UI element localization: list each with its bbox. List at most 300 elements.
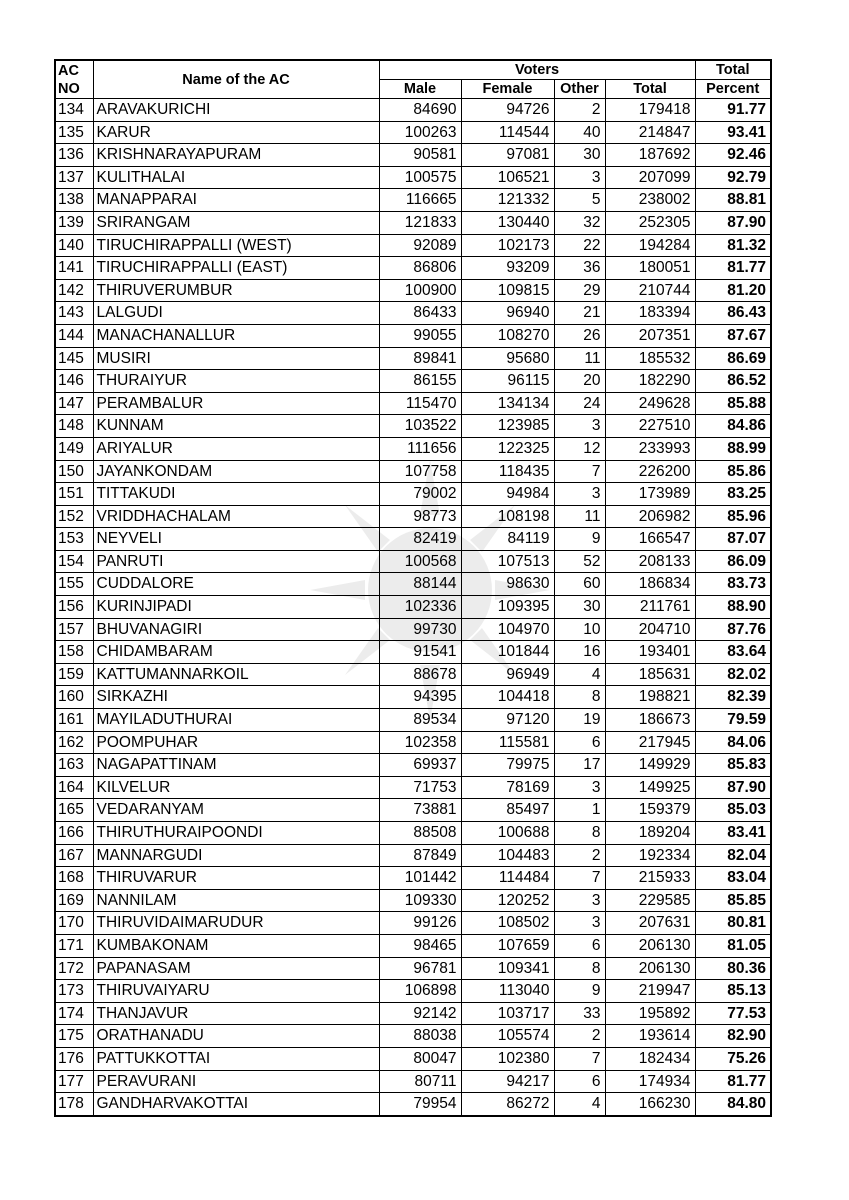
female-voters-cell: 115581 (461, 731, 554, 754)
total-percent-cell: 83.64 (695, 641, 771, 664)
total-percent-cell: 86.69 (695, 347, 771, 370)
ac-name-cell: NEYVELI (93, 528, 379, 551)
total-percent-cell: 88.90 (695, 596, 771, 619)
table-row (55, 279, 771, 302)
female-voters-cell: 93209 (461, 257, 554, 280)
male-voters-cell: 86155 (379, 370, 461, 393)
total-percent-cell: 82.90 (695, 1025, 771, 1048)
total-voters-cell: 193614 (605, 1025, 695, 1048)
other-voters-cell: 12 (554, 437, 605, 460)
table-row (55, 867, 771, 890)
total-percent-cell: 80.81 (695, 912, 771, 935)
total-percent-cell: 92.79 (695, 166, 771, 189)
table-row (55, 686, 771, 709)
male-voters-cell: 80047 (379, 1047, 461, 1070)
ac-no-cell: 148 (55, 415, 93, 438)
table-row (55, 1025, 771, 1048)
total-percent-cell: 85.86 (695, 460, 771, 483)
ac-no-header-top: AC (58, 62, 79, 79)
ac-name-cell: THANJAVUR (93, 1002, 379, 1025)
female-voters-cell: 109815 (461, 279, 554, 302)
total-percent-cell: 81.77 (695, 1070, 771, 1093)
male-voters-cell: 98773 (379, 505, 461, 528)
ac-no-cell: 146 (55, 370, 93, 393)
ac-no-cell: 153 (55, 528, 93, 551)
male-voters-cell: 102358 (379, 731, 461, 754)
total-voters-cell: 183394 (605, 302, 695, 325)
total-voters-cell: 186834 (605, 573, 695, 596)
ac-no-cell: 171 (55, 934, 93, 957)
table-row (55, 370, 771, 393)
ac-no-cell: 154 (55, 550, 93, 573)
male-voters-cell: 121833 (379, 211, 461, 234)
ac-name-cell: PERAVURANI (93, 1070, 379, 1093)
female-voters-cell: 94984 (461, 483, 554, 506)
other-voters-cell: 4 (554, 1093, 605, 1116)
other-voters-cell: 30 (554, 144, 605, 167)
male-voters-cell: 88678 (379, 663, 461, 686)
col-header-female: Female (461, 80, 554, 99)
table-row (55, 302, 771, 325)
ac-no-cell: 165 (55, 799, 93, 822)
other-voters-cell: 9 (554, 528, 605, 551)
other-voters-cell: 29 (554, 279, 605, 302)
male-voters-cell: 103522 (379, 415, 461, 438)
female-voters-cell: 104483 (461, 844, 554, 867)
total-voters-cell: 194284 (605, 234, 695, 257)
total-voters-cell: 182290 (605, 370, 695, 393)
total-voters-cell: 214847 (605, 121, 695, 144)
male-voters-cell: 73881 (379, 799, 461, 822)
ac-name-cell: NAGAPATTINAM (93, 754, 379, 777)
ac-name-cell: POOMPUHAR (93, 731, 379, 754)
table-row (55, 822, 771, 845)
table-row (55, 596, 771, 619)
total-percent-cell: 85.88 (695, 392, 771, 415)
total-percent-cell: 84.80 (695, 1093, 771, 1116)
total-percent-cell: 85.13 (695, 980, 771, 1003)
total-percent-cell: 92.46 (695, 144, 771, 167)
other-voters-cell: 30 (554, 596, 605, 619)
ac-name-cell: NANNILAM (93, 889, 379, 912)
col-header-total: Total (605, 80, 695, 99)
ac-name-cell: KUMBAKONAM (93, 934, 379, 957)
table-row (55, 912, 771, 935)
total-voters-cell: 219947 (605, 980, 695, 1003)
female-voters-cell: 106521 (461, 166, 554, 189)
other-voters-cell: 8 (554, 822, 605, 845)
total-percent-cell: 83.73 (695, 573, 771, 596)
male-voters-cell: 80711 (379, 1070, 461, 1093)
male-voters-cell: 106898 (379, 980, 461, 1003)
table-row (55, 483, 771, 506)
total-voters-cell: 186673 (605, 709, 695, 732)
table-row (55, 957, 771, 980)
ac-name-cell: PATTUKKOTTAI (93, 1047, 379, 1070)
other-voters-cell: 36 (554, 257, 605, 280)
ac-no-header-bottom: NO (58, 80, 80, 97)
table-row (55, 550, 771, 573)
male-voters-cell: 94395 (379, 686, 461, 709)
male-voters-cell: 88144 (379, 573, 461, 596)
total-voters-cell: 182434 (605, 1047, 695, 1070)
voter-turnout-table (54, 59, 772, 1117)
female-voters-cell: 123985 (461, 415, 554, 438)
total-voters-cell: 187692 (605, 144, 695, 167)
total-voters-cell: 174934 (605, 1070, 695, 1093)
ac-name-cell: ARAVAKURICHI (93, 99, 379, 122)
ac-no-cell: 152 (55, 505, 93, 528)
ac-name-cell: KULITHALAI (93, 166, 379, 189)
voter-turnout-sheet (54, 59, 772, 1117)
female-voters-cell: 86272 (461, 1093, 554, 1116)
ac-name-cell: TIRUCHIRAPPALLI (WEST) (93, 234, 379, 257)
other-voters-cell: 26 (554, 324, 605, 347)
ac-name-cell: KUNNAM (93, 415, 379, 438)
female-voters-cell: 94217 (461, 1070, 554, 1093)
male-voters-cell: 107758 (379, 460, 461, 483)
ac-no-cell: 170 (55, 912, 93, 935)
total-voters-cell: 249628 (605, 392, 695, 415)
ac-name-cell: MANACHANALLUR (93, 324, 379, 347)
total-percent-cell: 83.25 (695, 483, 771, 506)
total-voters-cell: 206130 (605, 957, 695, 980)
ac-no-cell: 164 (55, 776, 93, 799)
female-voters-cell: 109395 (461, 596, 554, 619)
other-voters-cell: 6 (554, 731, 605, 754)
total-voters-cell: 206982 (605, 505, 695, 528)
female-voters-cell: 78169 (461, 776, 554, 799)
female-voters-cell: 107659 (461, 934, 554, 957)
other-voters-cell: 22 (554, 234, 605, 257)
total-voters-cell: 149929 (605, 754, 695, 777)
total-voters-cell: 179418 (605, 99, 695, 122)
male-voters-cell: 99055 (379, 324, 461, 347)
total-percent-cell: 77.53 (695, 1002, 771, 1025)
ac-name-cell: KRISHNARAYAPURAM (93, 144, 379, 167)
total-voters-cell: 215933 (605, 867, 695, 890)
male-voters-cell: 102336 (379, 596, 461, 619)
ac-name-cell: KILVELUR (93, 776, 379, 799)
ac-no-cell: 175 (55, 1025, 93, 1048)
total-percent-cell: 80.36 (695, 957, 771, 980)
male-voters-cell: 100263 (379, 121, 461, 144)
female-voters-cell: 122325 (461, 437, 554, 460)
ac-no-cell: 136 (55, 144, 93, 167)
ac-no-cell: 158 (55, 641, 93, 664)
female-voters-cell: 108198 (461, 505, 554, 528)
male-voters-cell: 98465 (379, 934, 461, 957)
male-voters-cell: 71753 (379, 776, 461, 799)
col-header-ac-no (55, 60, 93, 99)
other-voters-cell: 3 (554, 912, 605, 935)
ac-no-cell: 162 (55, 731, 93, 754)
male-voters-cell: 100568 (379, 550, 461, 573)
ac-name-cell: VEDARANYAM (93, 799, 379, 822)
table-row (55, 1047, 771, 1070)
total-percent-cell: 75.26 (695, 1047, 771, 1070)
ac-no-cell: 172 (55, 957, 93, 980)
ac-name-cell: PANRUTI (93, 550, 379, 573)
other-voters-cell: 2 (554, 1025, 605, 1048)
total-percent-cell: 81.32 (695, 234, 771, 257)
ac-no-cell: 144 (55, 324, 93, 347)
total-percent-cell: 81.77 (695, 257, 771, 280)
table-row (55, 618, 771, 641)
table-row (55, 144, 771, 167)
female-voters-cell: 107513 (461, 550, 554, 573)
total-voters-cell: 207631 (605, 912, 695, 935)
col-header-name: Name of the AC (93, 60, 379, 99)
total-percent-cell: 82.02 (695, 663, 771, 686)
male-voters-cell: 100575 (379, 166, 461, 189)
total-percent-cell: 84.06 (695, 731, 771, 754)
total-voters-cell: 198821 (605, 686, 695, 709)
total-voters-cell: 206130 (605, 934, 695, 957)
ac-name-cell: SRIRANGAM (93, 211, 379, 234)
total-percent-cell: 85.85 (695, 889, 771, 912)
female-voters-cell: 84119 (461, 528, 554, 551)
male-voters-cell: 79002 (379, 483, 461, 506)
ac-no-cell: 174 (55, 1002, 93, 1025)
total-voters-cell: 226200 (605, 460, 695, 483)
ac-name-cell: MUSIRI (93, 347, 379, 370)
ac-no-cell: 155 (55, 573, 93, 596)
total-percent-cell: 87.90 (695, 211, 771, 234)
col-header-voters: Voters (379, 60, 695, 80)
female-voters-cell: 104970 (461, 618, 554, 641)
male-voters-cell: 109330 (379, 889, 461, 912)
total-percent-cell: 86.43 (695, 302, 771, 325)
ac-no-cell: 166 (55, 822, 93, 845)
ac-name-cell: CUDDALORE (93, 573, 379, 596)
total-voters-cell: 185532 (605, 347, 695, 370)
table-row (55, 528, 771, 551)
ac-no-cell: 135 (55, 121, 93, 144)
female-voters-cell: 96949 (461, 663, 554, 686)
total-voters-cell: 208133 (605, 550, 695, 573)
ac-no-cell: 167 (55, 844, 93, 867)
ac-no-cell: 161 (55, 709, 93, 732)
other-voters-cell: 1 (554, 799, 605, 822)
ac-name-cell: KATTUMANNARKOIL (93, 663, 379, 686)
ac-no-cell: 156 (55, 596, 93, 619)
male-voters-cell: 116665 (379, 189, 461, 212)
table-row (55, 189, 771, 212)
total-voters-cell: 149925 (605, 776, 695, 799)
ac-name-cell: TIRUCHIRAPPALLI (EAST) (93, 257, 379, 280)
total-percent-cell: 83.41 (695, 822, 771, 845)
other-voters-cell: 33 (554, 1002, 605, 1025)
ac-name-cell: VRIDDHACHALAM (93, 505, 379, 528)
other-voters-cell: 16 (554, 641, 605, 664)
ac-no-cell: 143 (55, 302, 93, 325)
female-voters-cell: 98630 (461, 573, 554, 596)
other-voters-cell: 8 (554, 957, 605, 980)
male-voters-cell: 101442 (379, 867, 461, 890)
total-voters-cell: 173989 (605, 483, 695, 506)
ac-no-cell: 159 (55, 663, 93, 686)
total-voters-cell: 207351 (605, 324, 695, 347)
ac-no-cell: 142 (55, 279, 93, 302)
female-voters-cell: 114484 (461, 867, 554, 890)
total-voters-cell: 195892 (605, 1002, 695, 1025)
male-voters-cell: 87849 (379, 844, 461, 867)
total-percent-cell: 81.05 (695, 934, 771, 957)
other-voters-cell: 11 (554, 505, 605, 528)
female-voters-cell: 101844 (461, 641, 554, 664)
table-row (55, 934, 771, 957)
female-voters-cell: 100688 (461, 822, 554, 845)
total-voters-cell: 233993 (605, 437, 695, 460)
ac-no-cell: 141 (55, 257, 93, 280)
female-voters-cell: 94726 (461, 99, 554, 122)
total-voters-cell: 192334 (605, 844, 695, 867)
female-voters-cell: 113040 (461, 980, 554, 1003)
table-row (55, 121, 771, 144)
ac-no-cell: 134 (55, 99, 93, 122)
other-voters-cell: 5 (554, 189, 605, 212)
total-voters-cell: 229585 (605, 889, 695, 912)
ac-name-cell: THIRUVARUR (93, 867, 379, 890)
total-percent-cell: 82.39 (695, 686, 771, 709)
total-voters-cell: 204710 (605, 618, 695, 641)
female-voters-cell: 120252 (461, 889, 554, 912)
total-percent-cell: 79.59 (695, 709, 771, 732)
other-voters-cell: 17 (554, 754, 605, 777)
total-percent-cell: 85.03 (695, 799, 771, 822)
table-row (55, 392, 771, 415)
table-row (55, 437, 771, 460)
other-voters-cell: 3 (554, 776, 605, 799)
male-voters-cell: 96781 (379, 957, 461, 980)
other-voters-cell: 60 (554, 573, 605, 596)
total-percent-cell: 88.81 (695, 189, 771, 212)
table-body (55, 99, 771, 1116)
total-percent-cell: 85.83 (695, 754, 771, 777)
female-voters-cell: 108502 (461, 912, 554, 935)
female-voters-cell: 114544 (461, 121, 554, 144)
ac-no-cell: 150 (55, 460, 93, 483)
table-row (55, 573, 771, 596)
total-voters-cell: 189204 (605, 822, 695, 845)
table-row (55, 347, 771, 370)
table-row (55, 709, 771, 732)
table-row (55, 324, 771, 347)
other-voters-cell: 3 (554, 889, 605, 912)
table-row (55, 663, 771, 686)
male-voters-cell: 86433 (379, 302, 461, 325)
other-voters-cell: 24 (554, 392, 605, 415)
total-voters-cell: 238002 (605, 189, 695, 212)
ac-no-cell: 145 (55, 347, 93, 370)
female-voters-cell: 130440 (461, 211, 554, 234)
other-voters-cell: 4 (554, 663, 605, 686)
female-voters-cell: 102380 (461, 1047, 554, 1070)
total-voters-cell: 159379 (605, 799, 695, 822)
ac-name-cell: SIRKAZHI (93, 686, 379, 709)
table-row (55, 460, 771, 483)
table-row (55, 980, 771, 1003)
ac-name-cell: BHUVANAGIRI (93, 618, 379, 641)
ac-name-cell: THIRUVAIYARU (93, 980, 379, 1003)
total-voters-cell: 210744 (605, 279, 695, 302)
total-percent-cell: 86.52 (695, 370, 771, 393)
total-voters-cell: 180051 (605, 257, 695, 280)
female-voters-cell: 97081 (461, 144, 554, 167)
total-percent-cell: 91.77 (695, 99, 771, 122)
other-voters-cell: 9 (554, 980, 605, 1003)
total-voters-cell: 185631 (605, 663, 695, 686)
col-header-total-percent-top: Total (695, 60, 771, 80)
total-voters-cell: 166547 (605, 528, 695, 551)
total-voters-cell: 211761 (605, 596, 695, 619)
male-voters-cell: 111656 (379, 437, 461, 460)
male-voters-cell: 91541 (379, 641, 461, 664)
male-voters-cell: 115470 (379, 392, 461, 415)
male-voters-cell: 99126 (379, 912, 461, 935)
total-voters-cell: 166230 (605, 1093, 695, 1116)
male-voters-cell: 99730 (379, 618, 461, 641)
ac-name-cell: CHIDAMBARAM (93, 641, 379, 664)
ac-name-cell: MANAPPARAI (93, 189, 379, 212)
total-voters-cell: 207099 (605, 166, 695, 189)
female-voters-cell: 103717 (461, 1002, 554, 1025)
male-voters-cell: 88508 (379, 822, 461, 845)
table-row (55, 257, 771, 280)
table-row (55, 844, 771, 867)
female-voters-cell: 97120 (461, 709, 554, 732)
table-row (55, 211, 771, 234)
female-voters-cell: 79975 (461, 754, 554, 777)
ac-name-cell: TITTAKUDI (93, 483, 379, 506)
female-voters-cell: 121332 (461, 189, 554, 212)
total-percent-cell: 81.20 (695, 279, 771, 302)
male-voters-cell: 89534 (379, 709, 461, 732)
male-voters-cell: 92089 (379, 234, 461, 257)
table-header (55, 60, 771, 99)
other-voters-cell: 3 (554, 166, 605, 189)
table-row (55, 776, 771, 799)
table-row (55, 641, 771, 664)
ac-name-cell: KURINJIPADI (93, 596, 379, 619)
ac-name-cell: THIRUVIDAIMARUDUR (93, 912, 379, 935)
total-percent-cell: 85.96 (695, 505, 771, 528)
other-voters-cell: 10 (554, 618, 605, 641)
col-header-male: Male (379, 80, 461, 99)
table-row (55, 166, 771, 189)
male-voters-cell: 92142 (379, 1002, 461, 1025)
other-voters-cell: 7 (554, 1047, 605, 1070)
other-voters-cell: 2 (554, 99, 605, 122)
other-voters-cell: 7 (554, 867, 605, 890)
ac-name-cell: THIRUVERUMBUR (93, 279, 379, 302)
male-voters-cell: 100900 (379, 279, 461, 302)
other-voters-cell: 40 (554, 121, 605, 144)
ac-no-cell: 149 (55, 437, 93, 460)
ac-no-cell: 168 (55, 867, 93, 890)
ac-name-cell: MANNARGUDI (93, 844, 379, 867)
ac-name-cell: KARUR (93, 121, 379, 144)
ac-no-cell: 147 (55, 392, 93, 415)
table-row (55, 415, 771, 438)
female-voters-cell: 85497 (461, 799, 554, 822)
male-voters-cell: 84690 (379, 99, 461, 122)
other-voters-cell: 11 (554, 347, 605, 370)
total-percent-cell: 93.41 (695, 121, 771, 144)
other-voters-cell: 3 (554, 415, 605, 438)
ac-no-cell: 138 (55, 189, 93, 212)
